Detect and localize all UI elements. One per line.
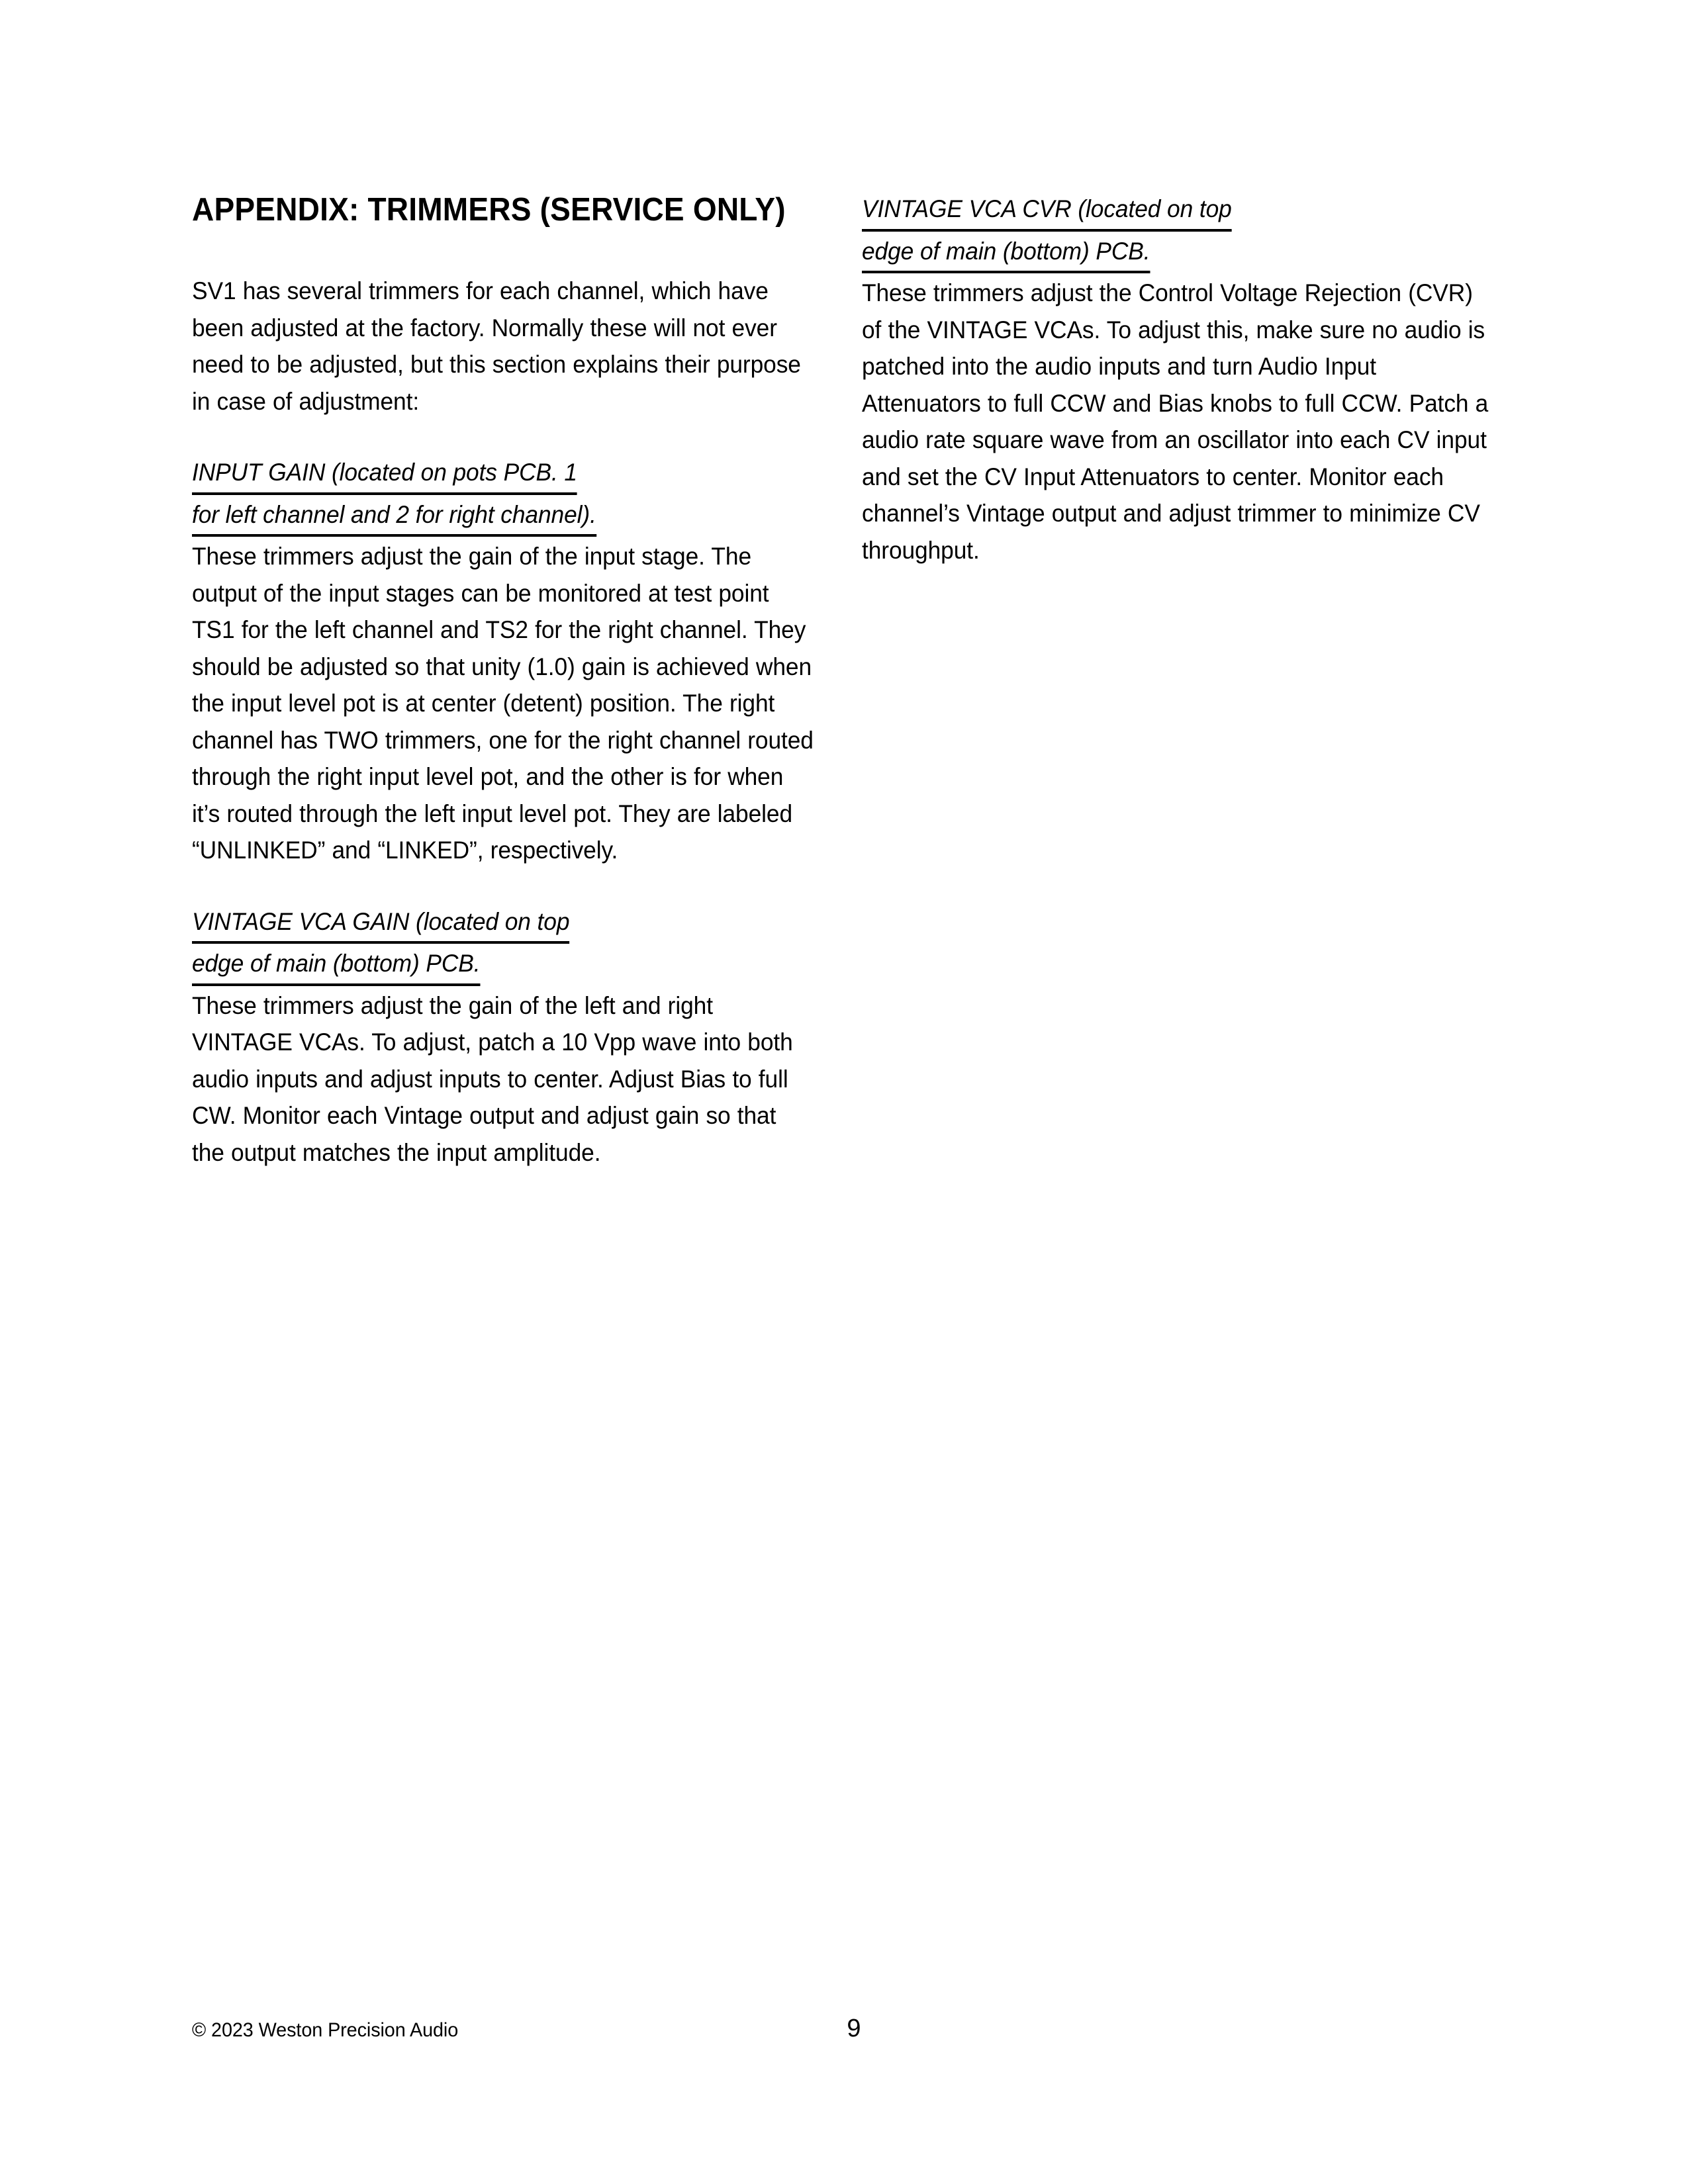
intro-paragraph: SV1 has several trimmers for each channel, which have been adjusted at the factory. Normally these will not ever need to be adjusted, but this section explains their purpose in case of adjustment: bbox=[192, 277, 801, 415]
subheading-vintage-vca-gain bbox=[192, 903, 814, 986]
section-body-vintage-vca-cvr: These trimmers adjust the Control Voltage Rejection (CVR) of the VINTAGE VCAs. To adjust this, make sure no audio is patched into the audio inputs and turn Audio Input Attenuators to full CCW and Bias knobs to full CCW. Patch a audio rate square wave from an oscillator into each CV input and set the CV Input Attenuators to center. Monitor each channel’s Vintage output and adjust trimmer to minimize CV throughput. bbox=[862, 279, 1489, 564]
two-column-body bbox=[192, 191, 1489, 1171]
left-column bbox=[192, 191, 814, 1171]
subheading-line: VINTAGE VCA CVR (located on top bbox=[862, 191, 1232, 232]
spacer bbox=[192, 869, 814, 903]
section-body-vintage-vca-gain: These trimmers adjust the gain of the left and right VINTAGE VCAs. To adjust, patch a 10 Vpp wave into both audio inputs and adjust inputs to center. Adjust Bias to full CW. Monitor each Vintage output and adjust gain so that the output matches the input amplitude. bbox=[192, 991, 793, 1166]
subheading-line: INPUT GAIN (located on pots PCB. 1 bbox=[192, 454, 577, 495]
subheading-line: VINTAGE VCA GAIN (located on top bbox=[192, 903, 569, 944]
subheading-line: edge of main (bottom) PCB. bbox=[862, 233, 1150, 274]
page-number: 9 bbox=[847, 2015, 861, 2042]
page-footer bbox=[192, 2012, 1489, 2052]
subheading-line: for left channel and 2 for right channel). bbox=[192, 496, 596, 537]
page-title: APPENDIX: TRIMMERS (SERVICE ONLY) bbox=[192, 192, 786, 228]
spacer bbox=[192, 420, 814, 454]
right-column bbox=[862, 191, 1491, 569]
subheading-line: edge of main (bottom) PCB. bbox=[192, 945, 480, 986]
subheading-input-gain bbox=[192, 454, 814, 537]
subheading-vintage-vca-cvr bbox=[862, 191, 1491, 273]
footer-copyright: © 2023 Weston Precision Audio bbox=[192, 2019, 459, 2041]
section-body-input-gain: These trimmers adjust the gain of the input stage. The output of the input stages can be monitored at test point TS1 for the left channel and TS2 for the right channel. They should be adjusted so that unity (1.0) gain is achieved when the input level pot is at center (detent) position. The right channel has TWO trimmers, one for the right channel routed through the right input level pot, and the other is for when it’s routed through the left input level pot. They are labeled “UNLINKED” and “LINKED”, respectively. bbox=[192, 543, 814, 864]
spacer bbox=[192, 229, 814, 273]
